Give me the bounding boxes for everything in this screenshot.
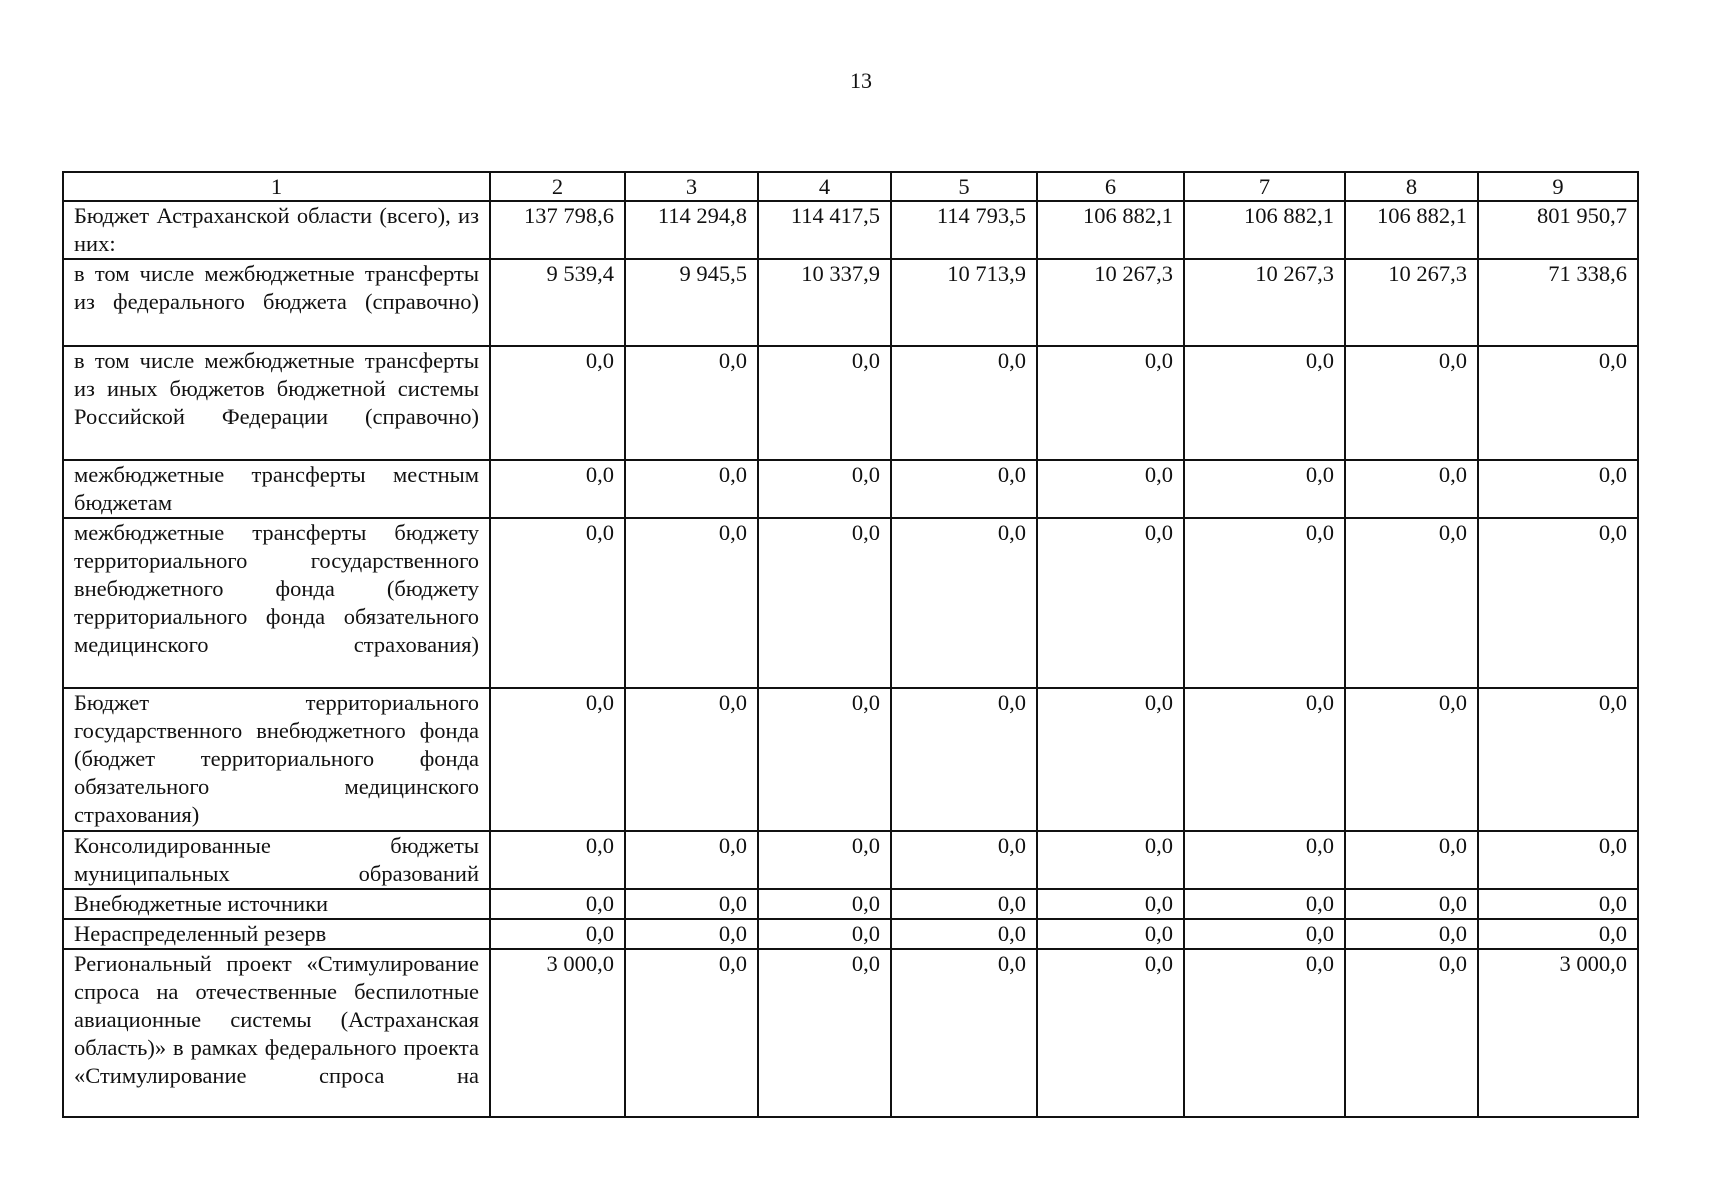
column-header: 6 (1037, 172, 1184, 201)
value-cell: 0,0 (758, 919, 891, 949)
row-label: межбюджетные трансферты бюджету территориального государственного внебюджетного фонда (бюджету территориального фонда обязательного медицинского страхования) (63, 518, 490, 688)
value-cell: 0,0 (490, 460, 625, 518)
column-header: 7 (1184, 172, 1345, 201)
value-cell: 10 337,9 (758, 259, 891, 346)
row-label: в том числе межбюджетные трансферты из иных бюджетов бюджетной системы Российской Федерации (справочно) (63, 346, 490, 460)
value-cell: 0,0 (625, 346, 758, 460)
value-cell: 106 882,1 (1037, 201, 1184, 259)
value-cell: 0,0 (1478, 831, 1638, 889)
value-cell: 10 267,3 (1345, 259, 1478, 346)
value-cell: 0,0 (490, 831, 625, 889)
value-cell: 0,0 (758, 460, 891, 518)
value-cell: 0,0 (1184, 919, 1345, 949)
row-label: Внебюджетные источники (63, 889, 490, 919)
value-cell: 0,0 (891, 831, 1037, 889)
value-cell: 0,0 (1037, 688, 1184, 831)
value-cell: 0,0 (1478, 919, 1638, 949)
value-cell: 106 882,1 (1345, 201, 1478, 259)
value-cell: 10 267,3 (1037, 259, 1184, 346)
value-cell: 0,0 (1037, 346, 1184, 460)
value-cell: 0,0 (1345, 460, 1478, 518)
value-cell: 0,0 (490, 889, 625, 919)
value-cell: 9 945,5 (625, 259, 758, 346)
table-row (63, 688, 1638, 831)
budget-table (62, 171, 1639, 1118)
value-cell: 10 713,9 (891, 259, 1037, 346)
value-cell: 0,0 (625, 949, 758, 1117)
table-row (63, 831, 1638, 889)
value-cell: 0,0 (1345, 919, 1478, 949)
table-row (63, 518, 1638, 688)
value-cell: 0,0 (1184, 889, 1345, 919)
row-label: межбюджетные трансферты местным бюджетам (63, 460, 490, 518)
value-cell: 0,0 (1345, 346, 1478, 460)
table-row (63, 919, 1638, 949)
table-row (63, 259, 1638, 346)
header-row (63, 172, 1638, 201)
value-cell: 137 798,6 (490, 201, 625, 259)
value-cell: 0,0 (1037, 831, 1184, 889)
row-label: Региональный проект «Стимулирование спроса на отечественные беспилотные авиационные системы (Астраханская область)» в рамках федерального проекта «Стимулирование спроса на (63, 949, 490, 1117)
row-label: Консолидированные бюджеты муниципальных образований (63, 831, 490, 889)
value-cell: 0,0 (891, 346, 1037, 460)
table-row (63, 346, 1638, 460)
column-header: 2 (490, 172, 625, 201)
value-cell: 0,0 (891, 889, 1037, 919)
value-cell: 0,0 (891, 919, 1037, 949)
page-number: 13 (850, 68, 872, 93)
value-cell: 0,0 (625, 518, 758, 688)
value-cell: 0,0 (758, 949, 891, 1117)
value-cell: 0,0 (1478, 460, 1638, 518)
value-cell: 0,0 (1037, 919, 1184, 949)
value-cell: 0,0 (1345, 518, 1478, 688)
table-body (63, 172, 1638, 1117)
value-cell: 114 793,5 (891, 201, 1037, 259)
value-cell: 3 000,0 (490, 949, 625, 1117)
value-cell: 0,0 (490, 688, 625, 831)
value-cell: 0,0 (1184, 460, 1345, 518)
value-cell: 0,0 (1184, 518, 1345, 688)
value-cell: 0,0 (1478, 518, 1638, 688)
value-cell: 0,0 (1037, 518, 1184, 688)
table-row (63, 201, 1638, 259)
value-cell: 0,0 (758, 346, 891, 460)
row-label: Бюджет территориального государственного внебюджетного фонда (бюджет территориального фонда обязательного медицинского страхования) (63, 688, 490, 831)
value-cell: 0,0 (1345, 688, 1478, 831)
value-cell: 0,0 (1037, 949, 1184, 1117)
value-cell: 0,0 (1184, 949, 1345, 1117)
value-cell: 0,0 (891, 460, 1037, 518)
value-cell: 114 294,8 (625, 201, 758, 259)
value-cell: 0,0 (1478, 346, 1638, 460)
value-cell: 0,0 (758, 831, 891, 889)
value-cell: 0,0 (1037, 460, 1184, 518)
value-cell: 0,0 (758, 889, 891, 919)
row-label: Нераспределенный резерв (63, 919, 490, 949)
value-cell: 0,0 (490, 518, 625, 688)
value-cell: 0,0 (490, 919, 625, 949)
value-cell: 0,0 (625, 460, 758, 518)
value-cell: 114 417,5 (758, 201, 891, 259)
value-cell: 0,0 (1184, 688, 1345, 831)
value-cell: 10 267,3 (1184, 259, 1345, 346)
value-cell: 0,0 (1184, 831, 1345, 889)
column-header: 4 (758, 172, 891, 201)
value-cell: 0,0 (625, 831, 758, 889)
value-cell: 0,0 (490, 346, 625, 460)
value-cell: 0,0 (891, 688, 1037, 831)
value-cell: 0,0 (1037, 889, 1184, 919)
value-cell: 106 882,1 (1184, 201, 1345, 259)
value-cell: 0,0 (1478, 688, 1638, 831)
value-cell: 0,0 (891, 518, 1037, 688)
value-cell: 0,0 (1345, 889, 1478, 919)
column-header: 8 (1345, 172, 1478, 201)
table-row (63, 889, 1638, 919)
value-cell: 71 338,6 (1478, 259, 1638, 346)
row-label: в том числе межбюджетные трансферты из федерального бюджета (справочно) (63, 259, 490, 346)
value-cell: 0,0 (891, 949, 1037, 1117)
value-cell: 0,0 (625, 889, 758, 919)
value-cell: 0,0 (1184, 346, 1345, 460)
value-cell: 0,0 (1345, 831, 1478, 889)
value-cell: 0,0 (758, 688, 891, 831)
column-header: 1 (63, 172, 490, 201)
column-header: 3 (625, 172, 758, 201)
value-cell: 9 539,4 (490, 259, 625, 346)
column-header: 9 (1478, 172, 1638, 201)
value-cell: 0,0 (1345, 949, 1478, 1117)
value-cell: 0,0 (1478, 889, 1638, 919)
value-cell: 0,0 (758, 518, 891, 688)
table-row (63, 949, 1638, 1117)
value-cell: 801 950,7 (1478, 201, 1638, 259)
value-cell: 0,0 (625, 688, 758, 831)
row-label: Бюджет Астраханской области (всего), из них: (63, 201, 490, 259)
value-cell: 0,0 (625, 919, 758, 949)
table-row (63, 460, 1638, 518)
column-header: 5 (891, 172, 1037, 201)
value-cell: 3 000,0 (1478, 949, 1638, 1117)
